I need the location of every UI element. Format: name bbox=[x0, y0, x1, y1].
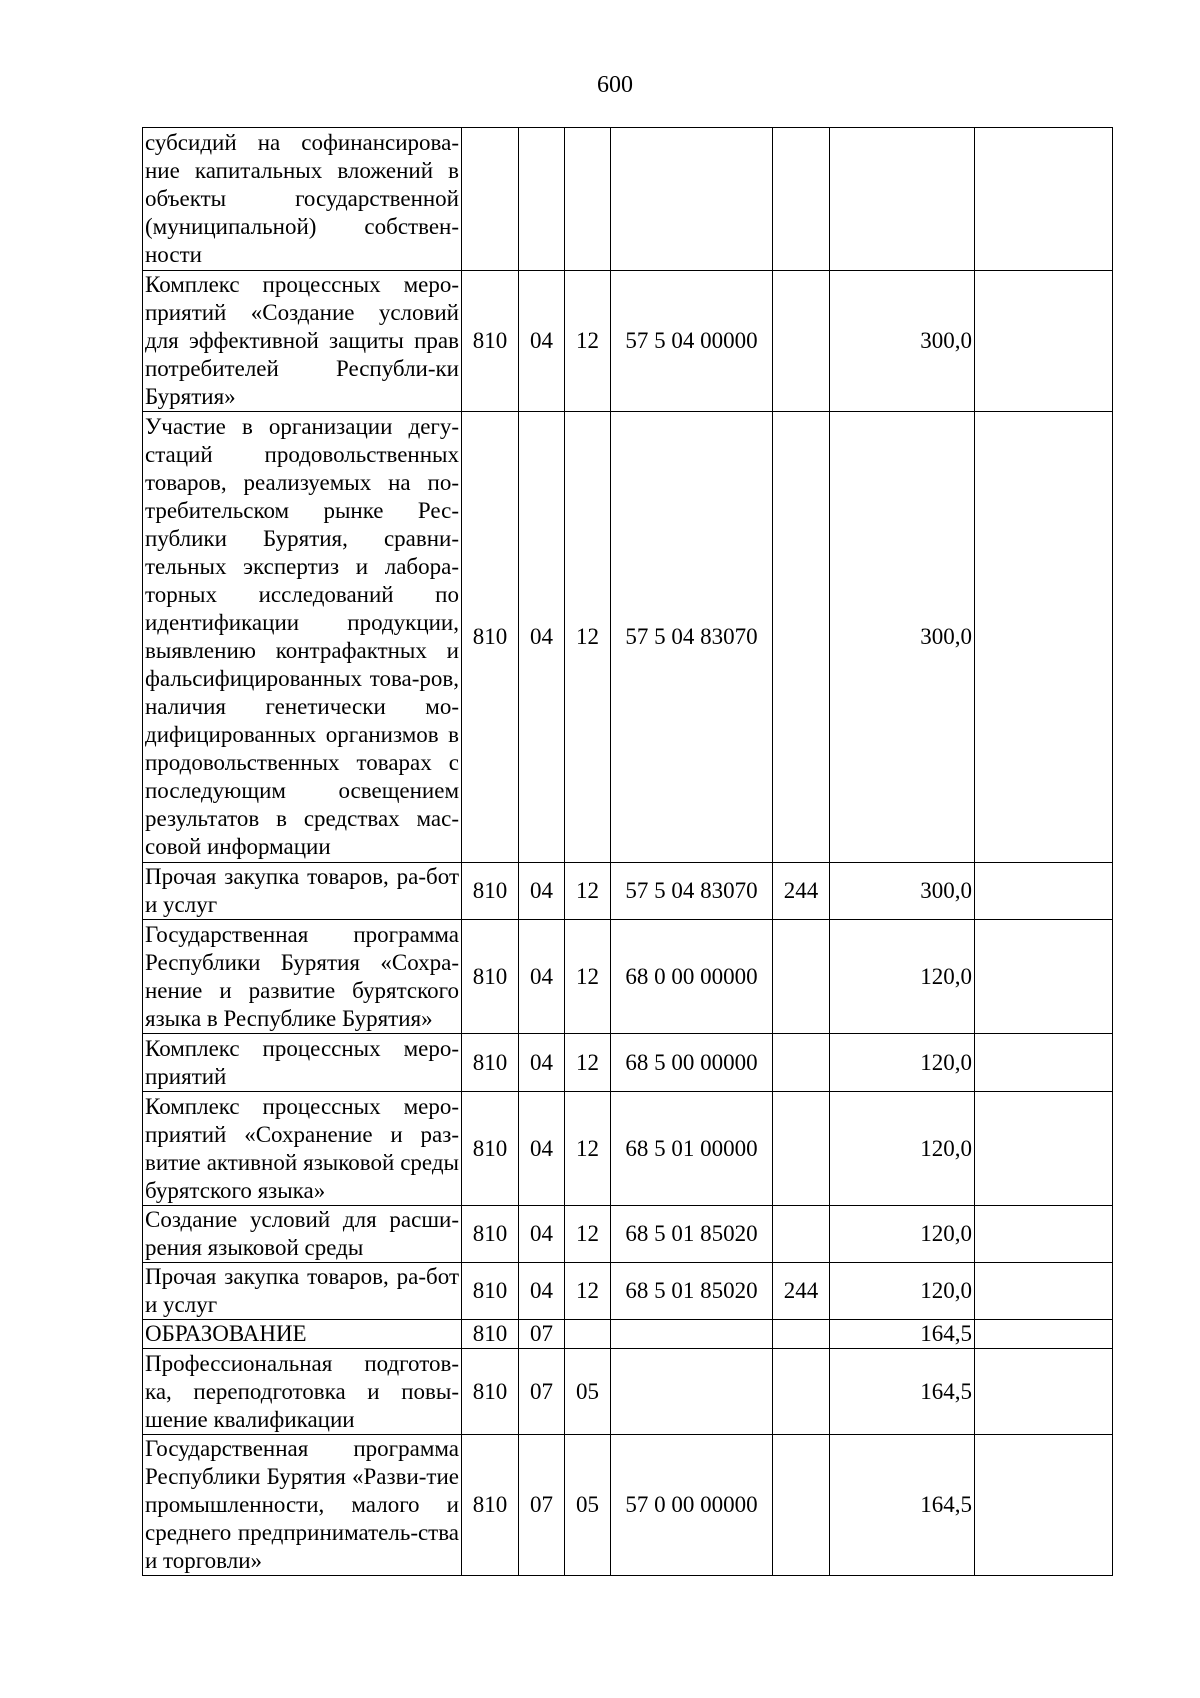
extra-cell bbox=[975, 1092, 1113, 1206]
expense-type-cell: 244 bbox=[773, 863, 830, 920]
extra-cell bbox=[975, 412, 1113, 863]
section-cell: 04 bbox=[519, 863, 565, 920]
section-cell: 04 bbox=[519, 1263, 565, 1320]
amount-cell: 300,0 bbox=[830, 271, 975, 412]
table-row bbox=[143, 1435, 1113, 1576]
grbs-cell: 810 bbox=[462, 271, 519, 412]
section-cell: 04 bbox=[519, 1092, 565, 1206]
expense-type-cell bbox=[773, 128, 830, 271]
extra-cell bbox=[975, 920, 1113, 1034]
table-row bbox=[143, 920, 1113, 1034]
expense-type-cell: 244 bbox=[773, 1263, 830, 1320]
target-article-cell: 68 5 01 85020 bbox=[611, 1263, 773, 1320]
expense-type-cell bbox=[773, 412, 830, 863]
target-article-cell bbox=[611, 128, 773, 271]
table-row bbox=[143, 1349, 1113, 1435]
table-row bbox=[143, 1320, 1113, 1349]
row-name: Создание условий для расши-рения языковой среды bbox=[143, 1206, 462, 1263]
extra-cell bbox=[975, 863, 1113, 920]
subsection-cell: 05 bbox=[565, 1349, 611, 1435]
grbs-cell: 810 bbox=[462, 1034, 519, 1092]
grbs-cell: 810 bbox=[462, 1206, 519, 1263]
table-row bbox=[143, 128, 1113, 271]
amount-cell: 120,0 bbox=[830, 1206, 975, 1263]
amount-cell: 120,0 bbox=[830, 1263, 975, 1320]
amount-cell bbox=[830, 128, 975, 271]
section-cell: 07 bbox=[519, 1435, 565, 1576]
extra-cell bbox=[975, 1206, 1113, 1263]
extra-cell bbox=[975, 1349, 1113, 1435]
expense-type-cell bbox=[773, 1034, 830, 1092]
section-cell: 07 bbox=[519, 1349, 565, 1435]
target-article-cell bbox=[611, 1320, 773, 1349]
subsection-cell: 12 bbox=[565, 920, 611, 1034]
expense-type-cell bbox=[773, 1320, 830, 1349]
row-name: субсидий на софинансирова-ние капитальных вложений в объекты государственной (муниципальной) собствен-ности bbox=[143, 128, 462, 271]
row-name: Комплекс процессных меро-приятий «Создание условий для эффективной защиты прав потребителей Республи-ки Бурятия» bbox=[143, 271, 462, 412]
expense-type-cell bbox=[773, 1092, 830, 1206]
expense-type-cell bbox=[773, 920, 830, 1034]
extra-cell bbox=[975, 271, 1113, 412]
target-article-cell: 57 5 04 00000 bbox=[611, 271, 773, 412]
target-article-cell: 57 5 04 83070 bbox=[611, 412, 773, 863]
section-cell: 04 bbox=[519, 920, 565, 1034]
grbs-cell: 810 bbox=[462, 1263, 519, 1320]
target-article-cell: 68 5 01 00000 bbox=[611, 1092, 773, 1206]
table-row bbox=[143, 1092, 1113, 1206]
amount-cell: 120,0 bbox=[830, 1034, 975, 1092]
grbs-cell: 810 bbox=[462, 1320, 519, 1349]
subsection-cell bbox=[565, 1320, 611, 1349]
grbs-cell: 810 bbox=[462, 863, 519, 920]
amount-cell: 120,0 bbox=[830, 1092, 975, 1206]
expense-type-cell bbox=[773, 1206, 830, 1263]
extra-cell bbox=[975, 1320, 1113, 1349]
amount-cell: 164,5 bbox=[830, 1349, 975, 1435]
section-cell: 04 bbox=[519, 271, 565, 412]
page-number: 600 bbox=[597, 72, 633, 98]
section-cell bbox=[519, 128, 565, 271]
grbs-cell: 810 bbox=[462, 1435, 519, 1576]
subsection-cell: 12 bbox=[565, 1092, 611, 1206]
amount-cell: 300,0 bbox=[830, 863, 975, 920]
expense-type-cell bbox=[773, 1435, 830, 1576]
expense-type-cell bbox=[773, 271, 830, 412]
table-row bbox=[143, 1263, 1113, 1320]
amount-cell: 300,0 bbox=[830, 412, 975, 863]
table-row bbox=[143, 412, 1113, 863]
target-article-cell: 68 5 01 85020 bbox=[611, 1206, 773, 1263]
subsection-cell: 12 bbox=[565, 1263, 611, 1320]
target-article-cell bbox=[611, 1349, 773, 1435]
grbs-cell: 810 bbox=[462, 1092, 519, 1206]
extra-cell bbox=[975, 1435, 1113, 1576]
subsection-cell: 12 bbox=[565, 863, 611, 920]
budget-table bbox=[142, 127, 1113, 1576]
grbs-cell: 810 bbox=[462, 920, 519, 1034]
target-article-cell: 68 0 00 00000 bbox=[611, 920, 773, 1034]
target-article-cell: 57 5 04 83070 bbox=[611, 863, 773, 920]
row-name: ОБРАЗОВАНИЕ bbox=[143, 1320, 462, 1349]
expense-type-cell bbox=[773, 1349, 830, 1435]
extra-cell bbox=[975, 128, 1113, 271]
grbs-cell: 810 bbox=[462, 1349, 519, 1435]
subsection-cell: 05 bbox=[565, 1435, 611, 1576]
row-name: Профессиональная подготов-ка, переподготовка и повы-шение квалификации bbox=[143, 1349, 462, 1435]
subsection-cell bbox=[565, 128, 611, 271]
table-row bbox=[143, 1206, 1113, 1263]
row-name: Государственная программа Республики Бурятия «Сохра-нение и развитие бурятского языка в Республике Бурятия» bbox=[143, 920, 462, 1034]
subsection-cell: 12 bbox=[565, 271, 611, 412]
section-cell: 07 bbox=[519, 1320, 565, 1349]
amount-cell: 120,0 bbox=[830, 920, 975, 1034]
grbs-cell bbox=[462, 128, 519, 271]
row-name: Прочая закупка товаров, ра-бот и услуг bbox=[143, 863, 462, 920]
amount-cell: 164,5 bbox=[830, 1435, 975, 1576]
grbs-cell: 810 bbox=[462, 412, 519, 863]
amount-cell: 164,5 bbox=[830, 1320, 975, 1349]
subsection-cell: 12 bbox=[565, 1034, 611, 1092]
target-article-cell: 57 0 00 00000 bbox=[611, 1435, 773, 1576]
table-row bbox=[143, 271, 1113, 412]
table-row bbox=[143, 863, 1113, 920]
extra-cell bbox=[975, 1034, 1113, 1092]
row-name: Комплекс процессных меро-приятий bbox=[143, 1034, 462, 1092]
row-name: Комплекс процессных меро-приятий «Сохранение и раз-витие активной языковой среды бурятского языка» bbox=[143, 1092, 462, 1206]
extra-cell bbox=[975, 1263, 1113, 1320]
row-name: Государственная программа Республики Бурятия «Разви-тие промышленности, малого и среднего предприниматель-ства и торговли» bbox=[143, 1435, 462, 1576]
row-name: Прочая закупка товаров, ра-бот и услуг bbox=[143, 1263, 462, 1320]
subsection-cell: 12 bbox=[565, 412, 611, 863]
section-cell: 04 bbox=[519, 1206, 565, 1263]
subsection-cell: 12 bbox=[565, 1206, 611, 1263]
section-cell: 04 bbox=[519, 412, 565, 863]
row-name: Участие в организации дегу-стаций продовольственных товаров, реализуемых на по-требительском рынке Рес-публики Бурятия, сравни-тельных экспертиз и лабора-торных исследований по идентификации продукции, выявлению контрафактных и фальсифицированных това-ров, наличия генетически мо-дифицированных организмов в продовольственных товарах с последующим освещением результатов в средствах мас-совой информации bbox=[143, 412, 462, 863]
target-article-cell: 68 5 00 00000 bbox=[611, 1034, 773, 1092]
section-cell: 04 bbox=[519, 1034, 565, 1092]
table-row bbox=[143, 1034, 1113, 1092]
